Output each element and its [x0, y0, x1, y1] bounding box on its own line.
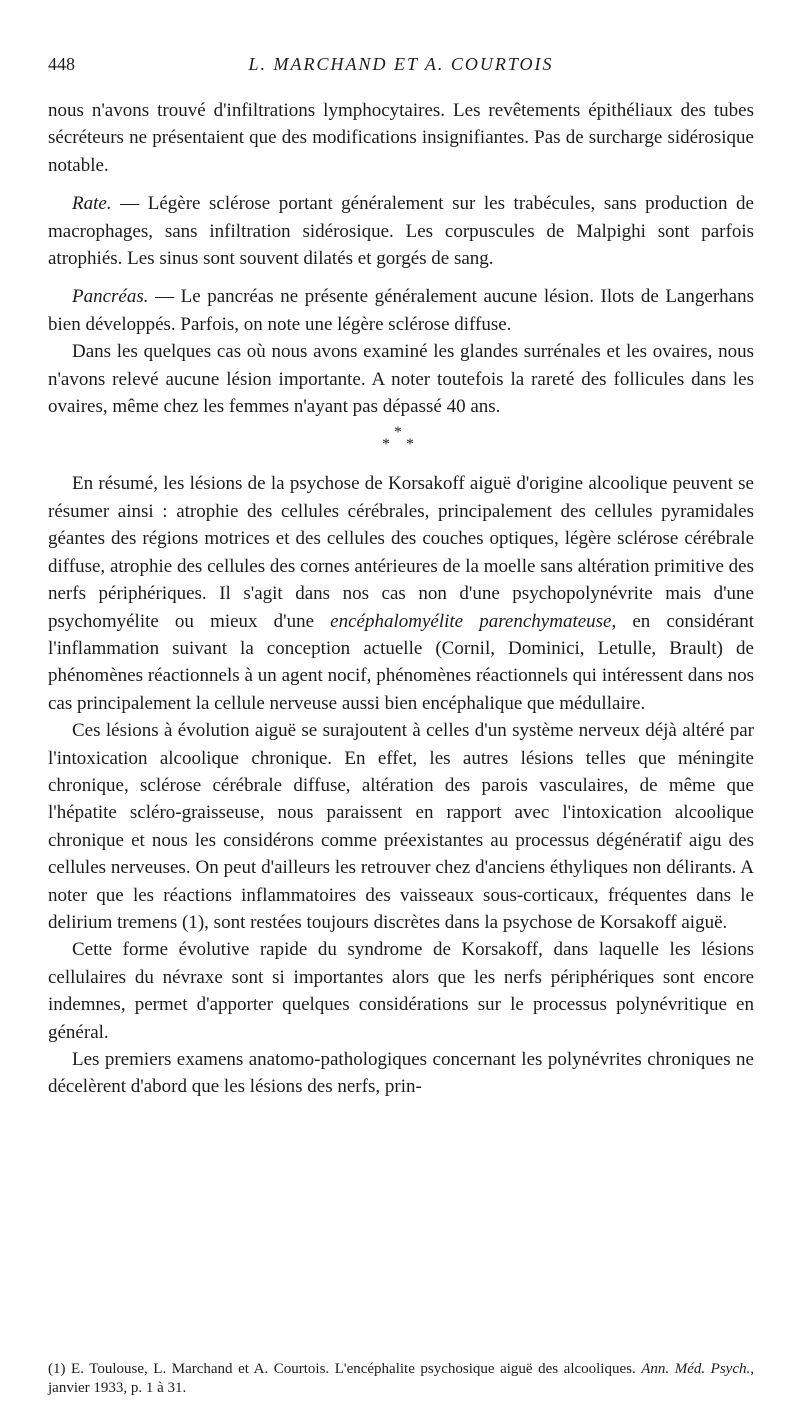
paragraph-text: Dans les quelques cas où nous avons examiné les glandes surrénales et les ovaires, nous n'avons relevé aucune lésion importante. A noter toutefois la rareté des follicules dans les ovaires, même chez les femmes n'ayant pas dépassé 40 ans.	[48, 341, 754, 418]
paragraph-evolutive-form	[48, 936, 754, 1046]
document-page	[48, 0, 754, 1412]
asterisk-right: *	[406, 436, 414, 454]
asterism-separator	[48, 420, 754, 470]
running-head	[48, 54, 754, 84]
paragraph-text: — Légère sclérose portant généralement sur les trabécules, sans production de macrophages, sans infiltration sidérosique. Les corpuscules de Malpighi sont parfois atrophiés. Les sinus sont souvent dilatés et gorgés de sang.	[48, 193, 754, 270]
paragraph-acute-lesions	[48, 717, 754, 936]
footnote-journal: Ann. Méd. Psych.	[641, 1361, 751, 1377]
running-title: L. MARCHAND ET A. COURTOIS	[248, 54, 554, 74]
section-lead-pancreas: Pancréas.	[72, 286, 149, 308]
paragraph-text: Cette forme évolutive rapide du syndrome de Korsakoff, dans laquelle les lésions cellulaires du névraxe sont si importantes alors que les nerfs périphériques sont encore indemnes, permet d'apporter quelques considérations sur le processus polynévritique en général.	[48, 939, 754, 1043]
paragraph-rate	[48, 190, 754, 272]
footnote	[48, 1360, 754, 1398]
paragraph-text: Ces lésions à évolution aiguë se surajoutent à celles d'un système nerveux déjà altéré par l'intoxication alcoolique chronique. En effet, les autres lésions telles que méningite chronique, sclérose cérébrale diffuse, altération des parois vasculaires, de même que l'hépatite scléro-graisseuse, nous paraissent en rapport avec l'intoxication alcoolique chronique et nous les considérons comme préexistantes au processus dégénératif aigu des cellules nerveuses. On peut d'ailleurs les retrouver chez d'anciens éthyliques non délirants. A noter que les réactions inflammatoires des vaisseaux sous-corticaux, fréquentes dans le delirium tremens (1), sont restées toujours discrètes dans la psychose de Korsakoff aiguë.	[48, 720, 754, 933]
paragraph-text: nous n'avons trouvé d'infiltrations lymphocytaires. Les revêtements épithéliaux des tubes sécréteurs ne présentaient que des modifications insignifiantes. Pas de surcharge sidérosique notable.	[48, 100, 754, 176]
paragraph-text: En résumé, les lésions de la psychose de Korsakoff aiguë d'origine alcoolique peuvent se résumer ainsi : atrophie des cellules cérébrales, principalement des cellules pyramidales géantes des régions motrices et des cellules des couches optiques, légère sclérose cérébrale diffuse, atrophie des cellules des cornes antérieures de la moelle sans altération primitive des nerfs périphériques. Il s'agit dans nos cas non d'une psychopolynévrite mais d'une psychomyélite ou mieux d'une	[48, 473, 754, 632]
paragraph-kidney-end	[48, 97, 754, 179]
paragraph-text: — Le pancréas ne présente généralement aucune lésion. Ilots de Langerhans bien développés. Parfois, on note une légère sclérose diffuse.	[48, 286, 754, 335]
page-number: 448	[48, 54, 75, 74]
paragraph-glands	[48, 338, 754, 420]
body-text	[48, 97, 754, 1101]
footnote-text: (1) E. Toulouse, L. Marchand et A. Courtois. L'encéphalite psychosique aiguë des alcooliques.	[48, 1361, 642, 1377]
paragraph-summary	[48, 470, 754, 717]
paragraph-pancreas	[48, 283, 754, 338]
section-lead-rate: Rate.	[72, 193, 112, 215]
asterisk-left: *	[382, 436, 390, 454]
paragraph-text: Les premiers examens anatomo-pathologiques concernant les polynévrites chroniques ne décelèrent d'abord que les lésions des nerfs, prin-	[48, 1049, 754, 1098]
footnote-text: , janvier 1933, p. 1 à 31.	[48, 1361, 754, 1396]
paragraph-first-exams	[48, 1046, 754, 1101]
paragraph-text: , en considérant l'inflammation suivant la conception actuelle (Cornil, Dominici, Letulle, Brault) de phénomènes réactionnels à un agent nocif, phénomènes réactionnels qui intéressent dans nos cas principalement la cellule nerveuse aussi bien encéphalique que médullaire.	[48, 610, 755, 714]
italic-term: encéphalomyélite parenchymateuse	[330, 610, 612, 632]
asterisk-top: *	[394, 424, 402, 442]
